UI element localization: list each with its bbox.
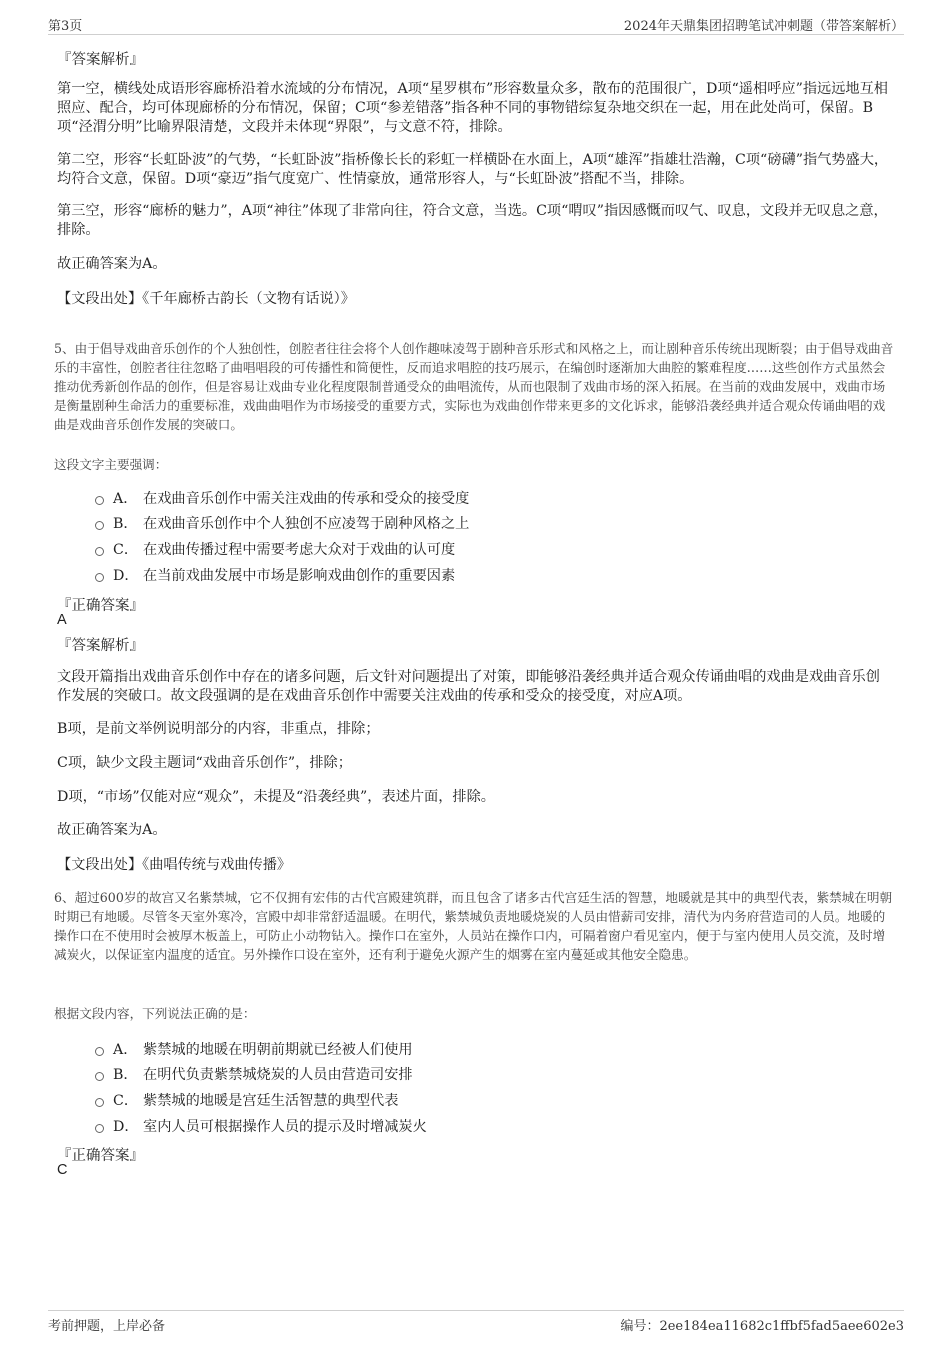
q6-option-c[interactable] (95, 1090, 398, 1110)
analysis-paragraph-1: 第一空，横线处成语形容廊桥沿着水流域的分布情况，A项“星罗棋布”形容数量众多，散布的范围很广，D项“遥相呼应”指远远地互相照应、配合，均可体现廊桥的分布情况，保留；C项“参差错落”指各种不同的事物错综复杂地交织在一起，用在此处尚可，保留。B项“泾渭分明”比喻界限清楚，文段并未体现“界限”，与文意不符，排除。 (57, 81, 888, 135)
page-footer (48, 1310, 904, 1334)
radio-button[interactable] (95, 573, 104, 582)
radio-button[interactable] (95, 496, 104, 505)
document-code: 编号：2ee184ea11682c1ffbf5fad5aee602e3 (620, 1319, 904, 1334)
option-text: 在戏曲传播过程中需要考虑大众对于戏曲的认可度 (143, 542, 456, 558)
analysis-label: 『答案解析』 (57, 638, 144, 654)
q5-option-c[interactable] (95, 539, 455, 559)
option-text: 在戏曲音乐创作中需关注戏曲的传承和受众的接受度 (143, 491, 470, 507)
option-text: 紫禁城的地暖在明朝前期就已经被人们使用 (143, 1042, 413, 1058)
footer-slogan: 考前押题，上岸必备 (48, 1319, 166, 1334)
radio-button[interactable] (95, 1047, 104, 1056)
q5-option-b[interactable] (95, 513, 469, 533)
correct-answer-label: 『正确答案』 (57, 1148, 144, 1164)
correct-answer-value: C (57, 1162, 68, 1178)
q5-note-d: D项，“市场”仅能对应“观众”，未提及“沿袭经典”，表述片面，排除。 (57, 789, 495, 805)
option-letter: B． (113, 1067, 138, 1083)
option-letter: C． (113, 542, 139, 558)
q5-option-a[interactable] (95, 488, 469, 508)
option-text: 室内人员可根据操作人员的提示及时增减炭火 (143, 1119, 427, 1135)
radio-button[interactable] (95, 547, 104, 556)
passage-source: 【文段出处】《曲唱传统与戏曲传播》 (57, 857, 292, 873)
q6-option-b[interactable] (95, 1064, 413, 1084)
option-letter: A． (113, 491, 138, 507)
option-text: 紫禁城的地暖是宫廷生活智慧的典型代表 (143, 1093, 399, 1109)
analysis-paragraph-3: 第三空，形容“廊桥的魅力”，A项“神往”体现了非常向往，符合文意，当选。C项“喟叹”指因感慨而叹气、叹息，文段并无叹息之意，排除。 (57, 203, 888, 238)
radio-button[interactable] (95, 1098, 104, 1107)
analysis-label: 『答案解析』 (57, 52, 144, 68)
radio-button[interactable] (95, 1072, 104, 1081)
q6-option-d[interactable] (95, 1116, 427, 1136)
option-text: 在戏曲音乐创作中个人独创不应凌驾于剧种风格之上 (143, 516, 470, 532)
option-letter: A． (113, 1042, 138, 1058)
page-number: 第3页 (48, 19, 83, 34)
correct-answer-value: A (57, 612, 67, 628)
passage-source: 【文段出处】《千年廊桥古韵长（文物有话说）》 (57, 291, 355, 307)
question-5-text: 5、由于倡导戏曲音乐创作的个人独创性，创腔者往往会将个人创作趣味凌驾于剧种音乐形式和风格之上，而让剧种音乐传统出现断裂；由于倡导戏曲音乐的丰富性，创腔者往往忽略了曲唱唱段的可传播性和简便性，反而追求唱腔的技巧展示，在编创时逐渐加大曲腔的繁难程度……这些创作方式虽然会推动优秀新创作品的创作，但是容易让戏曲专业化程度限制普通受众的曲唱流传，从而也限制了戏曲市场的深入拓展。在当前的戏曲发展中，戏曲市场是衡量剧种生命活力的重要标准，戏曲曲唱作为市场接受的重要方式，实际也为戏曲创作带来更多的文化诉求，能够沿袭经典并适合观众传诵曲唱的戏曲是戏曲音乐创作发展的突破口。 (54, 341, 894, 432)
question-6-prompt: 根据文段内容，下列说法正确的是： (54, 1006, 256, 1021)
question-5-prompt: 这段文字主要强调： (54, 457, 168, 472)
document-title: 2024年天鼎集团招聘笔试冲刺题（带答案解析） (623, 19, 904, 34)
option-letter: B． (113, 516, 138, 532)
analysis-conclusion: 故正确答案为A。 (57, 256, 167, 272)
q6-option-a[interactable] (95, 1039, 413, 1059)
option-text: 在明代负责紫禁城烧炭的人员由营造司安排 (143, 1067, 413, 1083)
question-6-text: 6、超过600岁的故宫又名紫禁城，它不仅拥有宏伟的古代宫殿建筑群，而且包含了诸多古代宫廷生活的智慧，地暖就是其中的典型代表，紫禁城在明朝时期已有地暖。尽管冬天室外寒冷，宫殿中却非常舒适温暖。在明代，紫禁城负责地暖烧炭的人员由惜薪司安排，清代为内务府营造司的人员。地暖的操作口在不使用时会被厚木板盖上，可防止小动物钻入。操作口在室外，人员站在操作口内，可隔着窗户看见室内，便于与室内使用人员交流，及时增减炭火，以保证室内温度的适宜。另外操作口设在室外，还有利于避免火源产生的烟雾在室内蔓延或其他安全隐患。 (54, 890, 893, 962)
radio-button[interactable] (95, 521, 104, 530)
radio-button[interactable] (95, 1124, 104, 1133)
analysis-paragraph-2: 第二空，形容“长虹卧波”的气势，“长虹卧波”指桥像长长的彩虹一样横卧在水面上，A项“雄浑”指雄壮浩瀚，C项“磅礴”指气势盛大，均符合文意，保留。D项“豪迈”指气度宽广、性情豪放，通常形容人，与“长虹卧波”搭配不当，排除。 (57, 152, 889, 187)
q5-option-d[interactable] (95, 565, 455, 585)
page-header (48, 12, 904, 35)
q5-conclusion: 故正确答案为A。 (57, 822, 167, 838)
correct-answer-label: 『正确答案』 (57, 598, 144, 614)
option-letter: C． (113, 1093, 139, 1109)
q5-analysis: 文段开篇指出戏曲音乐创作中存在的诸多问题，后文针对问题提出了对策，即能够沿袭经典并适合观众传诵曲唱的戏曲是戏曲音乐创作发展的突破口。故文段强调的是在戏曲音乐创作中需要关注戏曲的传承和受众的接受度，对应A项。 (57, 669, 880, 704)
option-text: 在当前戏曲发展中市场是影响戏曲创作的重要因素 (143, 568, 456, 584)
q5-note-c: C项，缺少文段主题词“戏曲音乐创作”，排除； (57, 755, 352, 771)
option-letter: D． (113, 1119, 139, 1135)
option-letter: D． (113, 568, 139, 584)
q5-note-b: B项，是前文举例说明部分的内容，非重点，排除； (57, 721, 380, 737)
